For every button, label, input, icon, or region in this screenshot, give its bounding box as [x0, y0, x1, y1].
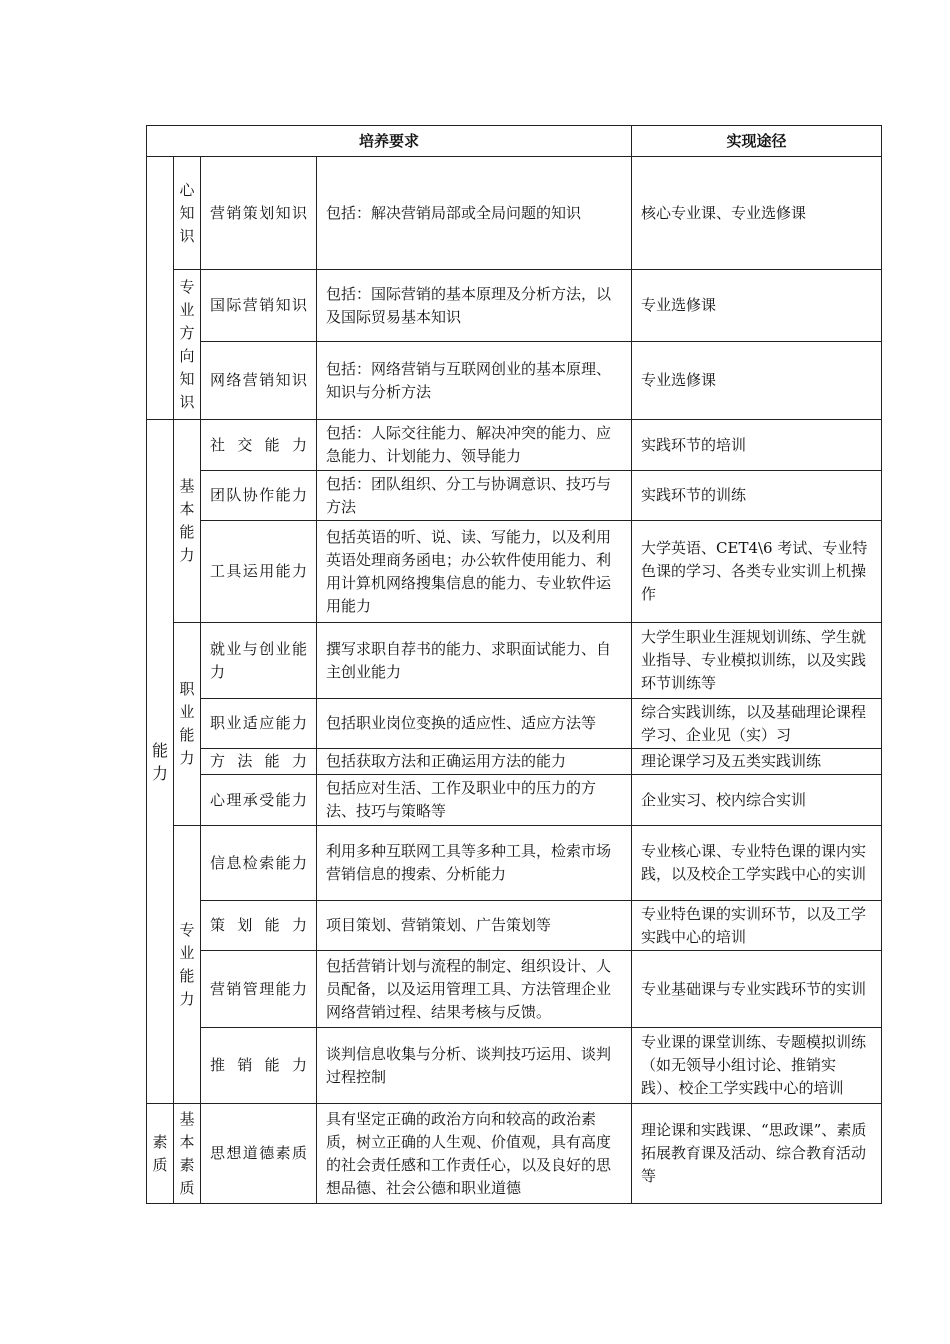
item-cell: 就业与创业能力 [201, 623, 317, 699]
table-row [147, 901, 882, 951]
path-cell: 专业选修课 [632, 270, 882, 342]
table-row [147, 775, 882, 826]
item-cell: 国际营销知识 [201, 270, 317, 342]
item-cell: 职业适应能力 [201, 699, 317, 749]
header-requirement: 培养要求 [147, 126, 632, 157]
desc-cell: 包括职业岗位变换的适应性、适应方法等 [317, 699, 632, 749]
path-cell: 专业课的课堂训练、专题模拟训练（如无领导小组讨论、推销实践）、校企工学实践中心的培训 [632, 1028, 882, 1104]
item-cell: 推销能力 [201, 1028, 317, 1104]
desc-cell: 包括英语的听、说、读、写能力，以及利用英语处理商务函电；办公软件使用能力、利用计算机网络搜集信息的能力、专业软件运用能力 [317, 521, 632, 623]
header-path: 实现途径 [632, 126, 882, 157]
desc-cell: 包括：网络营销与互联网创业的基本原理、知识与分析方法 [317, 342, 632, 420]
table-row [147, 1028, 882, 1104]
desc-cell: 项目策划、营销策划、广告策划等 [317, 901, 632, 951]
table-row [147, 1104, 882, 1204]
item-cell: 心理承受能力 [201, 775, 317, 826]
ability-label: 能力 [147, 420, 174, 1104]
desc-cell: 包括：团队组织、分工与协调意识、技巧与方法 [317, 471, 632, 521]
quality-label: 素质 [147, 1104, 174, 1204]
table-row [147, 342, 882, 420]
item-cell: 社交能力 [201, 420, 317, 471]
training-requirements-table [146, 125, 882, 1204]
desc-cell: 撰写求职自荐书的能力、求职面试能力、自主创业能力 [317, 623, 632, 699]
desc-cell: 谈判信息收集与分析、谈判技巧运用、谈判过程控制 [317, 1028, 632, 1104]
desc-cell: 包括：人际交往能力、解决冲突的能力、应急能力、计划能力、领导能力 [317, 420, 632, 471]
path-cell: 专业选修课 [632, 342, 882, 420]
knowledge-direction-label: 专业方向知识 [174, 270, 201, 420]
path-cell: 专业基础课与专业实践环节的实训 [632, 951, 882, 1028]
table-row [147, 471, 882, 521]
desc-cell: 包括应对生活、工作及职业中的压力的方法、技巧与策略等 [317, 775, 632, 826]
path-cell: 专业核心课、专业特色课的课内实践，以及校企工学实践中心的实训 [632, 826, 882, 901]
item-cell: 策划能力 [201, 901, 317, 951]
path-cell: 实践环节的培训 [632, 420, 882, 471]
path-cell: 企业实习、校内综合实训 [632, 775, 882, 826]
table-row [147, 699, 882, 749]
knowledge-main-cell [147, 157, 174, 420]
desc-cell: 具有坚定正确的政治方向和较高的政治素质，树立正确的人生观、价值观，具有高度的社会责任感和工作责任心，以及良好的思想品德、社会公德和职业道德 [317, 1104, 632, 1204]
path-cell: 核心专业课、专业选修课 [632, 157, 882, 270]
desc-cell: 利用多种互联网工具等多种工具，检索市场营销信息的搜索、分析能力 [317, 826, 632, 901]
table-row [147, 749, 882, 775]
path-cell: 大学生职业生涯规划训练、学生就业指导、专业模拟训练，以及实践环节训练等 [632, 623, 882, 699]
item-cell: 方法能力 [201, 749, 317, 775]
table-row [147, 826, 882, 901]
item-cell: 营销策划知识 [201, 157, 317, 270]
path-cell: 大学英语、CET4\6 考试、专业特色课的学习、各类专业实训上机操作 [632, 521, 882, 623]
item-cell: 团队协作能力 [201, 471, 317, 521]
item-cell: 思想道德素质 [201, 1104, 317, 1204]
ability-basic-label: 基本能力 [174, 420, 201, 623]
item-cell: 网络营销知识 [201, 342, 317, 420]
desc-cell: 包括营销计划与流程的制定、组织设计、人员配备，以及运用管理工具、方法管理企业网络营销过程、结果考核与反馈。 [317, 951, 632, 1028]
path-cell: 专业特色课的实训环节，以及工学实践中心的培训 [632, 901, 882, 951]
desc-cell: 包括：国际营销的基本原理及分析方法，以及国际贸易基本知识 [317, 270, 632, 342]
path-cell: 理论课学习及五类实践训练 [632, 749, 882, 775]
table-row [147, 157, 882, 270]
table-row [147, 623, 882, 699]
table-row [147, 420, 882, 471]
desc-cell: 包括：解决营销局部或全局问题的知识 [317, 157, 632, 270]
table-header-row [147, 126, 882, 157]
knowledge-core-label: 心知识 [174, 157, 201, 270]
ability-career-label: 职业能力 [174, 623, 201, 826]
table-row [147, 270, 882, 342]
table-row [147, 521, 882, 623]
path-cell: 综合实践训练，以及基础理论课程学习、企业见（实）习 [632, 699, 882, 749]
table-row [147, 951, 882, 1028]
item-cell: 信息检索能力 [201, 826, 317, 901]
item-cell: 工具运用能力 [201, 521, 317, 623]
ability-professional-label: 专业能力 [174, 826, 201, 1104]
item-cell: 营销管理能力 [201, 951, 317, 1028]
path-cell: 理论课和实践课、“思政课”、素质拓展教育课及活动、综合教育活动等 [632, 1104, 882, 1204]
path-cell: 实践环节的训练 [632, 471, 882, 521]
desc-cell: 包括获取方法和正确运用方法的能力 [317, 749, 632, 775]
quality-basic-label: 基本素质 [174, 1104, 201, 1204]
